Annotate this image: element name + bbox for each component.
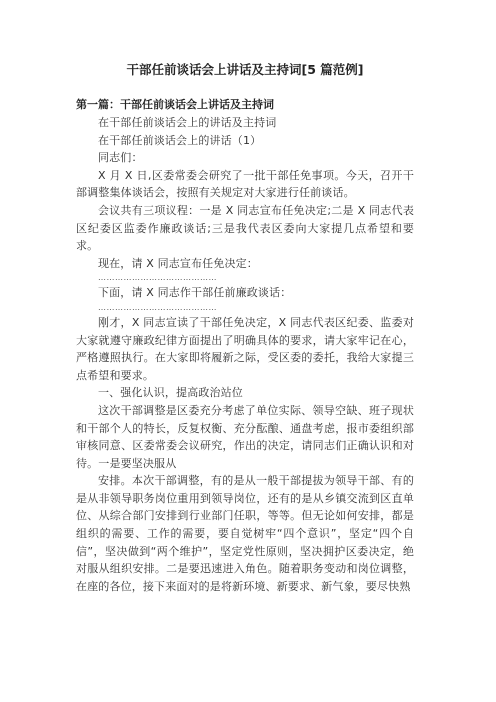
paragraph: 刚才，X 同志宣读了干部任免决定，X 同志代表区纪委、监委对大家就遵守廉政纪律方面提出了明确具体的要求，请大家牢记在心，严格遵照执行。在大家即将履新之际，受区委的委托，我给大家提三点希望和要求。 bbox=[76, 315, 414, 382]
paragraph: 这次干部调整是区委充分考虑了单位实际、领导空缺、班子现状和干部个人的特长，反复权衡、充分酝酿、通盘考虑，报市委组织部审核同意、区委常委会议研究，作出的决定，请同志们正确认识和对待。一是要坚决服从 bbox=[76, 403, 414, 470]
ellipsis-line: …………………………………… bbox=[98, 302, 217, 312]
chapter-heading: 第一篇：干部任前谈话会上讲话及主持词 bbox=[76, 98, 274, 111]
paragraph: 会议共有三项议程：一是 X 同志宣布任免决定;二是 X 同志代表区纪委区监委作廉政谈话;三是我代表区委向大家提几点希望和要求。 bbox=[76, 203, 414, 253]
paragraph: 在干部任前谈话会上的讲话（1） bbox=[98, 133, 262, 147]
paragraph: 下面，请 X 同志作干部任前廉政谈话： bbox=[98, 286, 292, 300]
paragraph: X 月 X 日,区委常委会研究了一批干部任免事项。今天，召开干部调整集体谈话会，按照有关规定对大家进行任前谈话。 bbox=[76, 168, 414, 200]
ellipsis-line: …………………………………… bbox=[98, 273, 217, 283]
paragraph: 现在，请 X 同志宣布任免决定： bbox=[98, 256, 258, 270]
document-body bbox=[76, 114, 414, 595]
paragraph: 安排。本次干部调整，有的是从一般干部提拔为领导干部、有的是从非领导职务岗位重用到领导岗位，还有的是从乡镇交流到区直单位、从综合部门安排到行业部门任职，等等。但无论如何安排，都是组织的需要、工作的需要，要自觉树牢“四个意识”，坚定“四个自信”，坚决做到“两个维护”，坚定党性原则，坚决拥护区委决定，绝对服从组织安排。二是要迅速进入角色。随着职务变动和岗位调整，在座的各位，接下来面对的是将新环境、新要求、新气象，要尽快熟 bbox=[76, 474, 414, 593]
salutation: 同志们： bbox=[98, 151, 143, 165]
section-heading: 一、强化认识，提高政治站位 bbox=[98, 386, 243, 400]
paragraph: 在干部任前谈话会上的讲话及主持词 bbox=[98, 116, 277, 129]
document-title: 干部任前谈话会上讲话及主持词[5 篇范例] bbox=[126, 62, 364, 77]
